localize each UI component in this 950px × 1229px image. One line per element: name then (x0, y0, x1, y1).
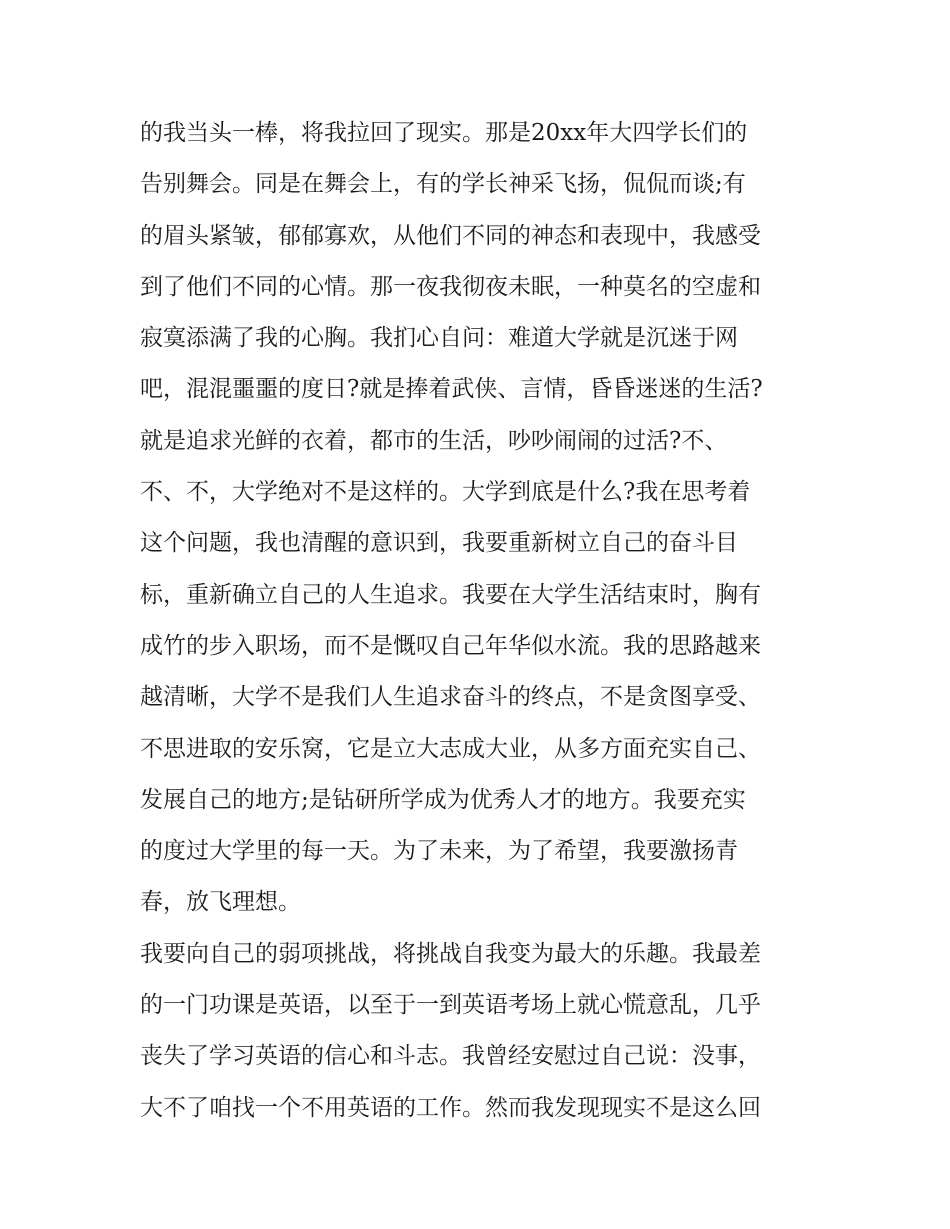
text-line: 春，放飞理想。 (140, 889, 301, 916)
text-line: 的我当头一棒，将我拉回了现实。那是20xx年大四学长们的 (140, 120, 748, 146)
text-line: 到了他们不同的心情。那一夜我彻夜未眠，一种莫名的空虚和 (140, 273, 761, 300)
text-line: 告别舞会。同是在舞会上，有的学长神采飞扬，侃侃而谈;有 (140, 171, 746, 198)
text-line: 丧失了学习英语的信心和斗志。我曾经安慰过自己说：没事， (140, 1043, 761, 1070)
text-line: 越清晰，大学不是我们人生追求奋斗的终点，不是贪图享受、 (140, 684, 761, 711)
text-line: 的度过大学里的每一天。为了未来，为了希望，我要激扬青 (140, 838, 738, 865)
text-line: 发展自己的地方;是钻研所学成为优秀人才的地方。我要充实 (140, 786, 746, 813)
body-text (140, 108, 820, 1134)
text-line: 寂寞添满了我的心胸。我扪心自问：难道大学就是沉迷于网 (140, 325, 738, 352)
text-line: 的一门功课是英语，以至于一到英语考场上就心慌意乱，几乎 (140, 992, 761, 1019)
text-line: 吧，混混噩噩的度日?就是捧着武侠、言情，昏昏迷迷的生活? (140, 376, 763, 403)
text-line: 我要向自己的弱项挑战，将挑战自我变为最大的乐趣。我最差 (140, 940, 761, 967)
text-line: 不、不，大学绝对不是这样的。大学到底是什么?我在思考着 (140, 479, 751, 506)
text-line: 成竹的步入职场，而不是慨叹自己年华似水流。我的思路越来 (140, 632, 761, 659)
text-line: 这个问题，我也清醒的意识到，我要重新树立自己的奋斗目 (140, 530, 738, 557)
text-line: 大不了咱找一个不用英语的工作。然而我发现现实不是这么回 (140, 1094, 761, 1121)
text-line: 标，重新确立自己的人生追求。我要在大学生活结束时，胸有 (140, 581, 761, 608)
text-line: 就是追求光鲜的衣着，都市的生活，吵吵闹闹的过活?不、 (140, 427, 728, 454)
text-line: 不思进取的安乐窝，它是立大志成大业，从多方面充实自己、 (140, 735, 761, 762)
text-line: 的眉头紧皱，郁郁寡欢，从他们不同的神态和表现中，我感受 (140, 222, 761, 249)
